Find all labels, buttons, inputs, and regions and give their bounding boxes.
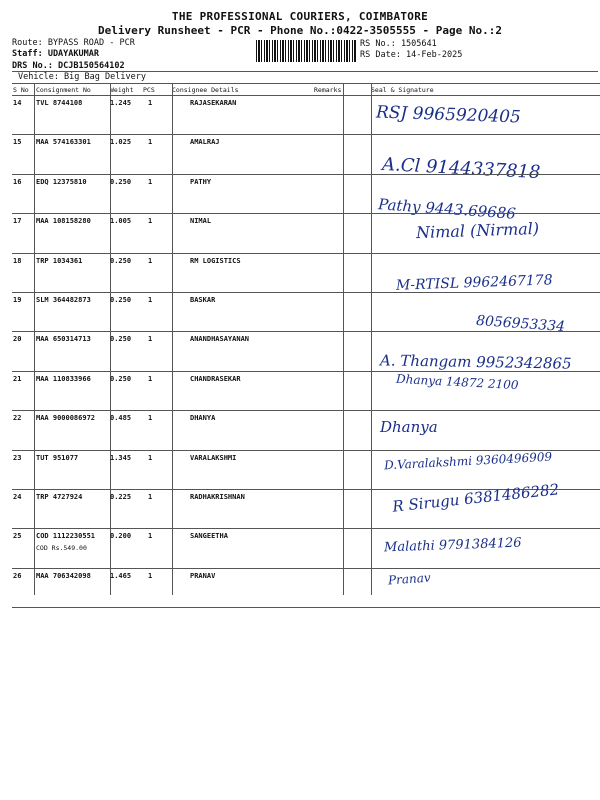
row-consignment-no: MAA 9000086972 bbox=[36, 414, 96, 423]
staff-label: Staff: UDAYAKUMAR bbox=[12, 49, 99, 59]
row-weight: 0.485 bbox=[110, 414, 132, 423]
row-sno: 25 bbox=[13, 532, 22, 541]
col-consignee: Consignee Details bbox=[172, 86, 239, 94]
col-weight: Weight bbox=[110, 86, 134, 94]
row-consignee: DHANYA bbox=[190, 414, 216, 423]
row-consignee: AMALRAJ bbox=[190, 138, 220, 147]
row-pcs: 1 bbox=[148, 493, 153, 501]
row-divider bbox=[12, 134, 600, 135]
row-signature: A.Cl 9144337818 bbox=[381, 154, 541, 184]
row-sno: 22 bbox=[13, 414, 22, 423]
row-sno: 18 bbox=[13, 256, 22, 265]
row-consignment-no: MAA 108158280 bbox=[36, 217, 91, 226]
row-pcs: 1 bbox=[148, 296, 153, 304]
divider-remarks bbox=[343, 84, 344, 595]
row-consignment-no: SLM 364482873 bbox=[36, 296, 91, 304]
row-pcs: 1 bbox=[148, 374, 153, 383]
row-divider bbox=[12, 528, 600, 529]
row-consignment-no: MAA 706342098 bbox=[36, 571, 91, 580]
row-weight: 0.250 bbox=[110, 296, 132, 304]
row-consignment-no: TRP 4727924 bbox=[36, 493, 83, 501]
row-divider bbox=[12, 568, 600, 569]
row-divider bbox=[12, 450, 600, 451]
divider-signature bbox=[371, 84, 372, 595]
divider-sno bbox=[34, 84, 35, 595]
row-consignee: PATHY bbox=[190, 177, 212, 186]
row-signature: Nimal (Nirmal) bbox=[415, 219, 540, 243]
col-remarks: Remarks bbox=[314, 86, 342, 94]
row-signature: Dhanya 14872 2100 bbox=[395, 371, 519, 392]
row-consignment-no: COD 1112230551 bbox=[36, 532, 96, 541]
row-consignment-no: TRP 1034361 bbox=[36, 256, 83, 265]
vehicle-box bbox=[12, 71, 598, 83]
row-divider bbox=[12, 331, 600, 332]
barcode-image bbox=[256, 40, 356, 62]
route-label: Route: BYPASS ROAD - PCR bbox=[12, 38, 135, 48]
row-consignment-no: MAA 650314713 bbox=[36, 335, 91, 344]
row-weight: 1.025 bbox=[110, 138, 132, 147]
row-consignment-no: EDQ 12375810 bbox=[36, 177, 87, 186]
row-cod-amount: COD Rs.549.00 bbox=[36, 544, 87, 553]
row-weight: 0.250 bbox=[110, 335, 132, 344]
row-pcs: 1 bbox=[148, 99, 153, 107]
row-consignment-no: MAA 574163301 bbox=[36, 138, 91, 147]
runsheet-subtitle: Delivery Runsheet - PCR - Phone No.:0422-3505555 - Page No.:2 bbox=[98, 24, 502, 37]
row-signature: Dhanya bbox=[380, 418, 438, 437]
row-weight: 0.200 bbox=[110, 532, 132, 541]
row-divider bbox=[12, 371, 600, 372]
row-sno: 17 bbox=[13, 217, 22, 226]
row-signature: 8056953334 bbox=[475, 312, 566, 336]
rs-date: RS Date: 14-Feb-2025 bbox=[360, 50, 463, 60]
row-signature: RSJ 9965920405 bbox=[375, 102, 522, 128]
divider-weight bbox=[172, 84, 173, 595]
row-pcs: 1 bbox=[148, 177, 153, 186]
row-consignment-no: TVL 8744108 bbox=[36, 99, 83, 107]
row-consignee: BASKAR bbox=[190, 296, 216, 304]
row-consignment-no: MAA 110833966 bbox=[36, 374, 91, 383]
header-bottom-border bbox=[12, 95, 600, 96]
row-divider bbox=[12, 174, 600, 175]
row-weight: 0.225 bbox=[110, 493, 132, 501]
row-signature: Malathi 9791384126 bbox=[383, 535, 522, 556]
row-divider bbox=[12, 253, 600, 254]
row-sno: 19 bbox=[13, 296, 22, 304]
row-weight: 1.245 bbox=[110, 99, 132, 107]
row-consignee: CHANDRASEKAR bbox=[190, 374, 241, 383]
row-weight: 1.005 bbox=[110, 217, 132, 226]
vehicle-label: Vehicle: Big Bag Delivery bbox=[18, 72, 146, 82]
row-sno: 26 bbox=[13, 571, 22, 580]
drs-number: DRS No.: DCJB150564102 bbox=[12, 61, 125, 71]
row-pcs: 1 bbox=[148, 453, 153, 462]
row-consignee: RM LOGISTICS bbox=[190, 256, 241, 265]
row-sno: 23 bbox=[13, 453, 22, 462]
row-sno: 16 bbox=[13, 177, 22, 186]
row-signature: M-RTISL 9962467178 bbox=[395, 271, 553, 294]
row-consignee: PRANAV bbox=[190, 571, 216, 580]
row-divider bbox=[12, 410, 600, 411]
row-sno: 20 bbox=[13, 335, 22, 344]
row-pcs: 1 bbox=[148, 256, 153, 265]
row-consignee: SANGEETHA bbox=[190, 532, 228, 541]
row-signature: Pranav bbox=[387, 570, 432, 588]
row-divider bbox=[12, 213, 600, 214]
col-consignment: Consignment No bbox=[36, 86, 91, 94]
row-pcs: 1 bbox=[148, 571, 153, 580]
row-consignment-no: TUT 951077 bbox=[36, 453, 79, 462]
row-sno: 24 bbox=[13, 493, 22, 501]
col-pcs: PCS bbox=[143, 86, 155, 94]
col-seal-signature: Seal & Signature bbox=[371, 86, 434, 94]
row-signature: Pathy 9443.69686 bbox=[377, 195, 517, 223]
row-sno: 15 bbox=[13, 138, 22, 147]
row-weight: 1.465 bbox=[110, 571, 132, 580]
row-weight: 0.250 bbox=[110, 177, 132, 186]
row-sno: 14 bbox=[13, 99, 22, 107]
row-sno: 21 bbox=[13, 374, 22, 383]
row-weight: 1.345 bbox=[110, 453, 132, 462]
row-consignee: NIMAL bbox=[190, 217, 212, 226]
row-consignee: ANANDHASAYANAN bbox=[190, 335, 250, 344]
row-weight: 0.250 bbox=[110, 374, 132, 383]
row-pcs: 1 bbox=[148, 138, 153, 147]
table-top-border bbox=[12, 83, 600, 84]
col-sno: S No bbox=[13, 86, 29, 94]
row-divider bbox=[12, 607, 600, 608]
row-signature: A. Thangam 9952342865 bbox=[379, 351, 572, 374]
row-divider bbox=[12, 292, 600, 293]
row-pcs: 1 bbox=[148, 217, 153, 226]
row-pcs: 1 bbox=[148, 532, 153, 541]
row-pcs: 1 bbox=[148, 414, 153, 423]
row-consignee: VARALAKSHMI bbox=[190, 453, 237, 462]
row-consignee: RAJASEKARAN bbox=[190, 99, 237, 107]
company-title: THE PROFESSIONAL COURIERS, COIMBATORE bbox=[171, 10, 429, 23]
row-signature: D.Varalakshmi 9360496909 bbox=[383, 449, 553, 472]
rs-number: RS No.: 1505641 bbox=[360, 39, 437, 49]
row-weight: 0.250 bbox=[110, 256, 132, 265]
row-signature: R Sirugu 6381486282 bbox=[391, 480, 560, 516]
row-pcs: 1 bbox=[148, 335, 153, 344]
row-consignee: RADHAKRISHNAN bbox=[190, 493, 245, 501]
